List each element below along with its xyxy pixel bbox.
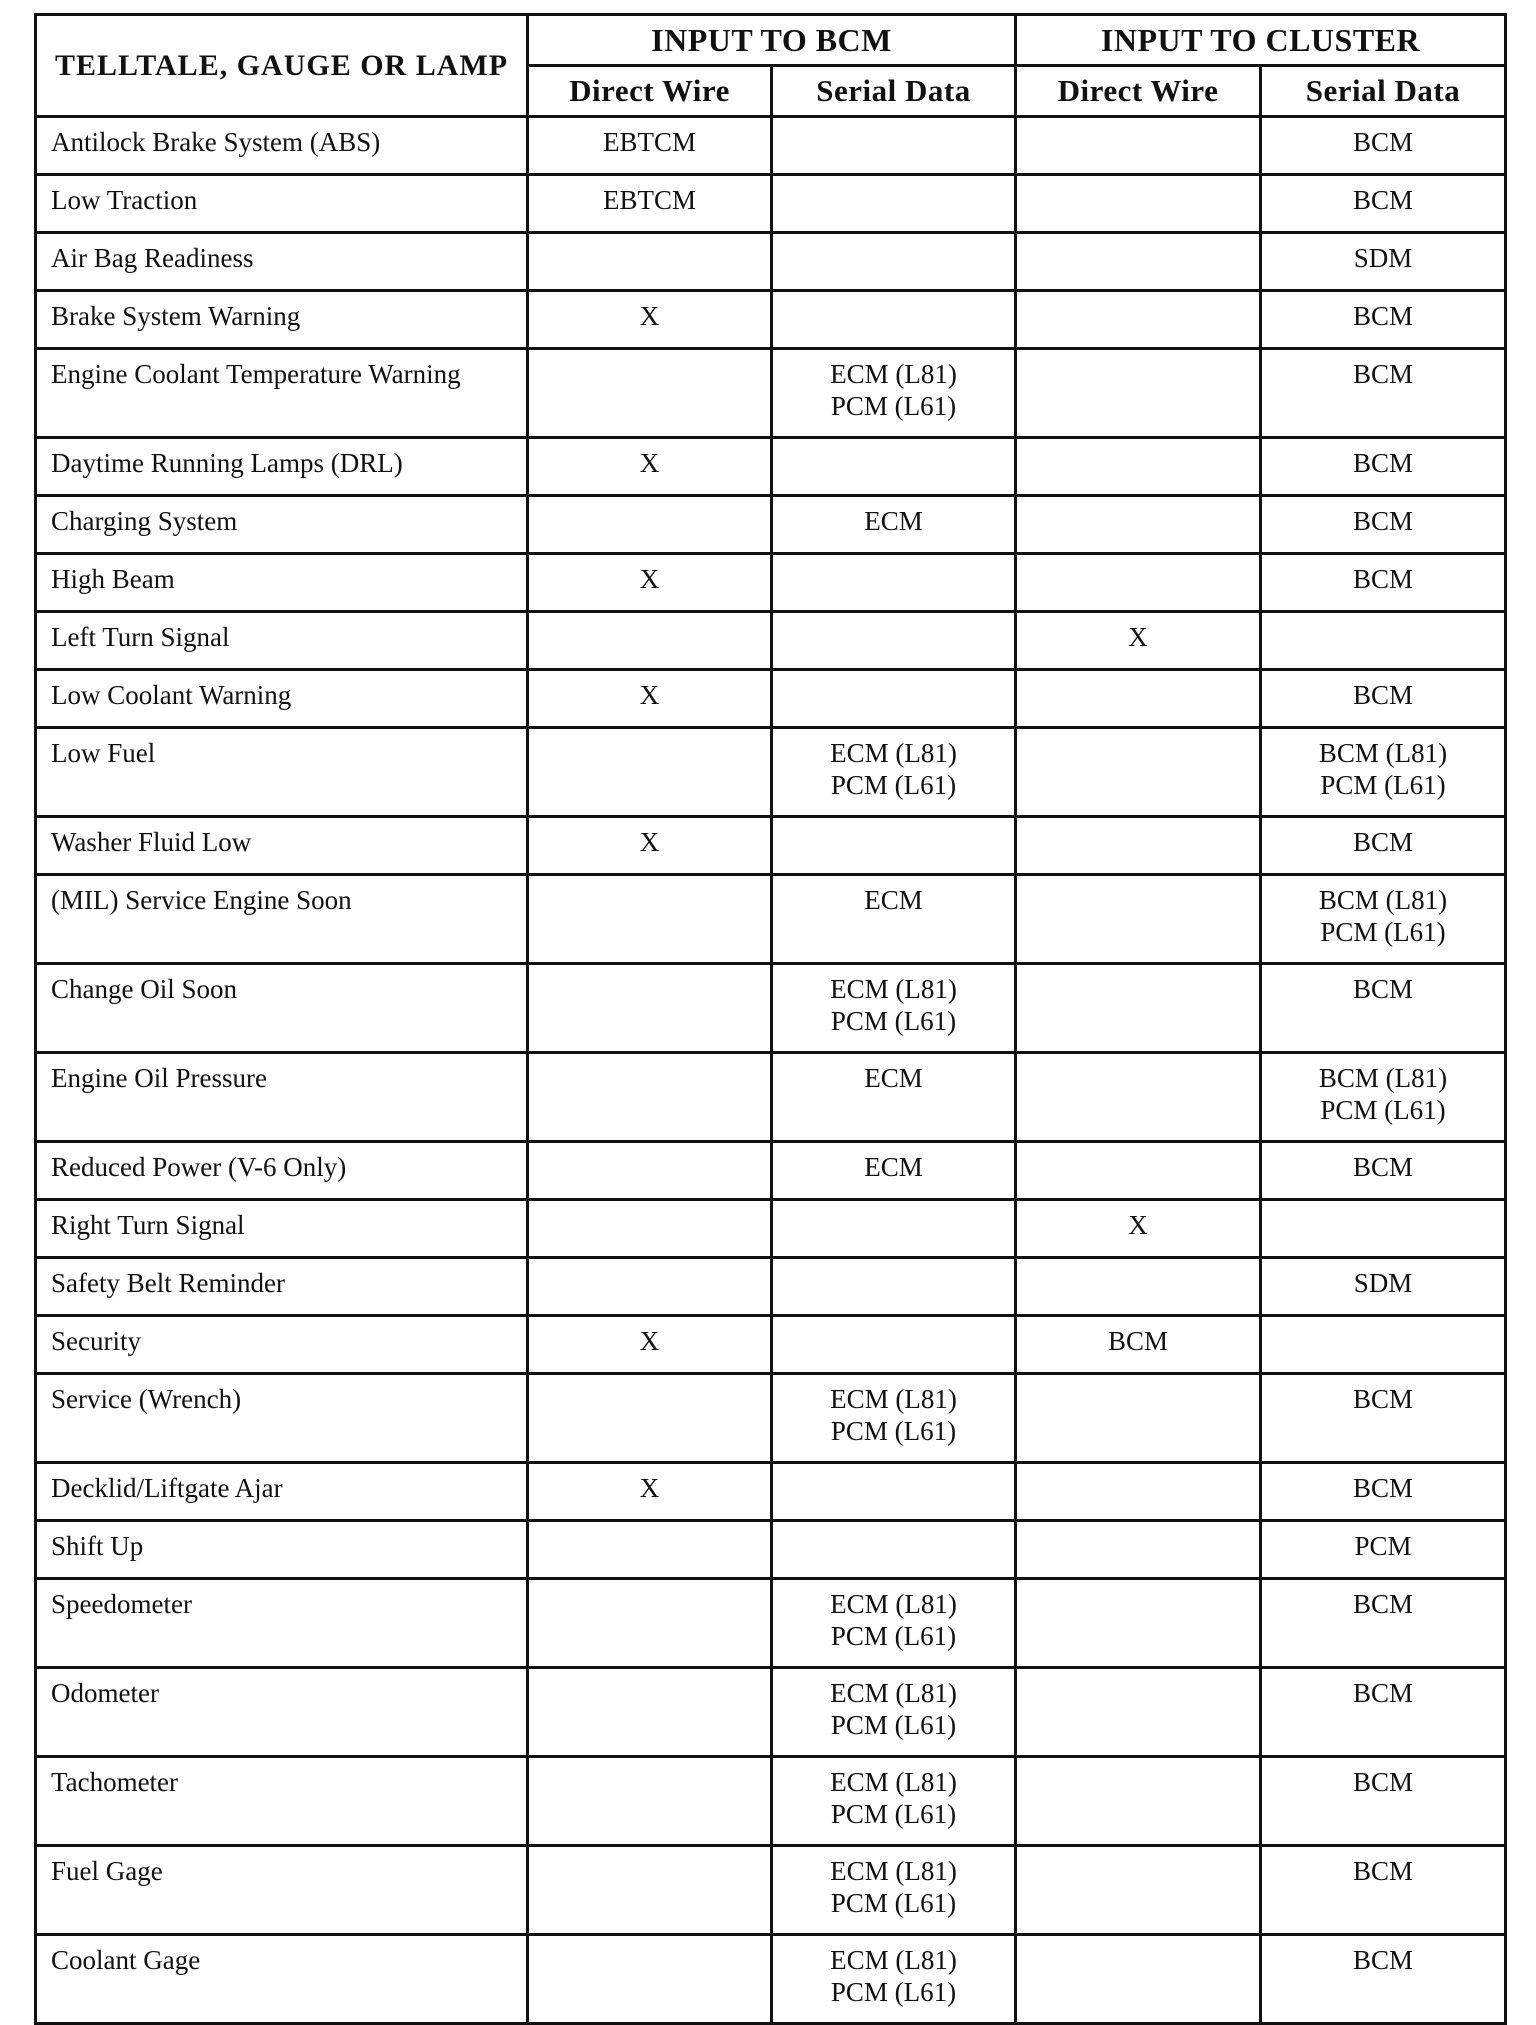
- bcm-serial-data-cell: [772, 496, 1016, 554]
- telltale-name-cell: Tachometer: [36, 1757, 528, 1846]
- cell-value: PCM (L61): [830, 1888, 957, 1918]
- table-row: [36, 612, 1506, 670]
- cluster-direct-wire-cell: [1016, 1668, 1261, 1757]
- table-row: [36, 1846, 1506, 1935]
- cluster-direct-wire-cell: [1016, 1053, 1261, 1142]
- table-row: [36, 1521, 1506, 1579]
- table-row: [36, 291, 1506, 349]
- cluster-direct-wire-cell: [1016, 1846, 1261, 1935]
- telltale-name-cell: Engine Coolant Temperature Warning: [36, 349, 528, 438]
- bcm-serial-data-cell: [772, 1258, 1016, 1316]
- cell-value: ECM: [864, 1152, 923, 1182]
- cell-value: ECM (L81): [830, 1856, 957, 1886]
- table-body: [36, 117, 1506, 2024]
- telltale-name-cell: Odometer: [36, 1668, 528, 1757]
- table-row: [36, 1668, 1506, 1757]
- cell-value: PCM (L61): [1320, 1095, 1446, 1125]
- bcm-serial-data-cell: [772, 1053, 1016, 1142]
- cluster-direct-wire-cell: [1016, 554, 1261, 612]
- bcm-direct-wire-cell: [528, 1316, 772, 1374]
- cell-value: BCM (L81): [1318, 885, 1448, 915]
- telltale-name-cell: Low Coolant Warning: [36, 670, 528, 728]
- cell-value: X: [639, 827, 660, 857]
- table-header: [36, 15, 1506, 117]
- cell-value: PCM (L61): [830, 1799, 957, 1829]
- bcm-direct-wire-cell: [528, 1846, 772, 1935]
- input-to-cluster-header: INPUT TO CLUSTER: [1016, 15, 1506, 66]
- table-row: [36, 1200, 1506, 1258]
- cell-value: PCM (L61): [830, 1710, 957, 1740]
- bcm-serial-data-cell: [772, 1463, 1016, 1521]
- table-row: [36, 964, 1506, 1053]
- cell-value: BCM: [1352, 827, 1414, 857]
- cell-value: ECM (L81): [830, 1945, 957, 1975]
- cluster-serial-data-cell: [1261, 1258, 1506, 1316]
- cluster-direct-wire-cell: [1016, 117, 1261, 175]
- bcm-serial-data-cell: [772, 1846, 1016, 1935]
- cell-value: BCM: [1352, 127, 1414, 157]
- cluster-serial-data-cell: [1261, 233, 1506, 291]
- cell-value: ECM (L81): [830, 738, 957, 768]
- cell-value: PCM (L61): [830, 1621, 957, 1651]
- table-row: [36, 1935, 1506, 2024]
- bcm-serial-data-cell: [772, 175, 1016, 233]
- telltale-name-cell: Charging System: [36, 496, 528, 554]
- bcm-serial-data-header: Serial Data: [772, 66, 1016, 117]
- bcm-serial-data-cell: [772, 1757, 1016, 1846]
- header-row-groups: [36, 15, 1506, 66]
- cluster-direct-wire-cell: [1016, 1374, 1261, 1463]
- cell-value: X: [639, 1473, 660, 1503]
- telltale-column-header: TELLTALE, GAUGE OR LAMP: [36, 15, 528, 117]
- bcm-serial-data-cell: [772, 1200, 1016, 1258]
- cluster-serial-data-cell: [1261, 728, 1506, 817]
- cell-value: SDM: [1353, 243, 1413, 273]
- telltale-name-cell: Low Fuel: [36, 728, 528, 817]
- bcm-direct-wire-cell: [528, 1757, 772, 1846]
- bcm-serial-data-cell: [772, 554, 1016, 612]
- cell-value: BCM: [1352, 1767, 1414, 1797]
- cluster-direct-wire-cell: [1016, 1521, 1261, 1579]
- telltale-name-cell: Safety Belt Reminder: [36, 1258, 528, 1316]
- telltale-name-cell: Low Traction: [36, 175, 528, 233]
- cell-value: ECM (L81): [830, 1589, 957, 1619]
- cluster-serial-data-cell: [1261, 670, 1506, 728]
- cluster-serial-data-cell: [1261, 496, 1506, 554]
- cell-value: X: [639, 680, 660, 710]
- cell-value: PCM: [1354, 1531, 1412, 1561]
- table-row: [36, 438, 1506, 496]
- cell-value: ECM (L81): [830, 974, 957, 1004]
- bcm-direct-wire-cell: [528, 554, 772, 612]
- table-row: [36, 554, 1506, 612]
- cell-value: SDM: [1353, 1268, 1413, 1298]
- telltale-name-cell: Change Oil Soon: [36, 964, 528, 1053]
- telltale-name-cell: Engine Oil Pressure: [36, 1053, 528, 1142]
- cluster-serial-data-cell: [1261, 1521, 1506, 1579]
- bcm-direct-wire-cell: [528, 438, 772, 496]
- cell-value: BCM: [1352, 1589, 1414, 1619]
- cluster-serial-data-cell: [1261, 349, 1506, 438]
- bcm-direct-wire-cell: [528, 817, 772, 875]
- cell-value: BCM: [1352, 1152, 1414, 1182]
- table-row: [36, 1463, 1506, 1521]
- cell-value: BCM: [1352, 1678, 1414, 1708]
- cluster-direct-wire-cell: [1016, 1316, 1261, 1374]
- cluster-direct-wire-cell: [1016, 1142, 1261, 1200]
- cluster-serial-data-cell: [1261, 1463, 1506, 1521]
- cell-value: BCM: [1352, 1473, 1414, 1503]
- telltale-name-cell: Reduced Power (V-6 Only): [36, 1142, 528, 1200]
- bcm-direct-wire-cell: [528, 1521, 772, 1579]
- cluster-serial-data-cell: [1261, 612, 1506, 670]
- cluster-direct-wire-cell: [1016, 612, 1261, 670]
- cluster-serial-data-cell: [1261, 964, 1506, 1053]
- table-row: [36, 1258, 1506, 1316]
- bcm-serial-data-cell: [772, 1142, 1016, 1200]
- bcm-serial-data-cell: [772, 612, 1016, 670]
- bcm-serial-data-cell: [772, 1935, 1016, 2024]
- cluster-direct-wire-cell: [1016, 1757, 1261, 1846]
- bcm-direct-wire-cell: [528, 670, 772, 728]
- bcm-direct-wire-header: Direct Wire: [528, 66, 772, 117]
- bcm-direct-wire-cell: [528, 117, 772, 175]
- cell-value: BCM: [1352, 506, 1414, 536]
- table-row: [36, 1053, 1506, 1142]
- cluster-direct-wire-cell: [1016, 670, 1261, 728]
- cluster-direct-wire-cell: [1016, 875, 1261, 964]
- cell-value: ECM: [864, 1063, 923, 1093]
- bcm-serial-data-cell: [772, 1579, 1016, 1668]
- cell-value: ECM: [864, 885, 923, 915]
- table-row: [36, 1757, 1506, 1846]
- bcm-direct-wire-cell: [528, 175, 772, 233]
- telltale-name-cell: Security: [36, 1316, 528, 1374]
- cluster-direct-wire-cell: [1016, 349, 1261, 438]
- cluster-direct-wire-header: Direct Wire: [1016, 66, 1261, 117]
- telltale-name-cell: Antilock Brake System (ABS): [36, 117, 528, 175]
- cell-value: BCM: [1352, 1384, 1414, 1414]
- cluster-serial-data-cell: [1261, 1053, 1506, 1142]
- bcm-direct-wire-cell: [528, 1200, 772, 1258]
- cluster-serial-data-cell: [1261, 1316, 1506, 1374]
- telltale-input-table: [34, 13, 1507, 2025]
- cluster-direct-wire-cell: [1016, 291, 1261, 349]
- bcm-direct-wire-cell: [528, 496, 772, 554]
- cell-value: X: [1128, 622, 1148, 652]
- bcm-serial-data-cell: [772, 817, 1016, 875]
- cluster-serial-data-cell: [1261, 175, 1506, 233]
- cell-value: BCM (L81): [1318, 1063, 1448, 1093]
- telltale-name-cell: Service (Wrench): [36, 1374, 528, 1463]
- table-row: [36, 728, 1506, 817]
- cluster-serial-data-cell: [1261, 554, 1506, 612]
- cell-value: BCM: [1352, 301, 1414, 331]
- bcm-serial-data-cell: [772, 349, 1016, 438]
- table-row: [36, 670, 1506, 728]
- cluster-serial-data-cell: [1261, 1579, 1506, 1668]
- bcm-direct-wire-cell: [528, 964, 772, 1053]
- telltale-name-cell: Daytime Running Lamps (DRL): [36, 438, 528, 496]
- cluster-direct-wire-cell: [1016, 964, 1261, 1053]
- cell-value: BCM: [1352, 1856, 1414, 1886]
- telltale-name-cell: (MIL) Service Engine Soon: [36, 875, 528, 964]
- cell-value: BCM (L81): [1318, 738, 1448, 768]
- cell-value: X: [639, 448, 660, 478]
- table-row: [36, 1316, 1506, 1374]
- cluster-serial-data-cell: [1261, 117, 1506, 175]
- telltale-name-cell: Right Turn Signal: [36, 1200, 528, 1258]
- cluster-direct-wire-cell: [1016, 496, 1261, 554]
- cluster-serial-data-cell: [1261, 875, 1506, 964]
- bcm-direct-wire-cell: [528, 291, 772, 349]
- bcm-direct-wire-cell: [528, 875, 772, 964]
- bcm-direct-wire-cell: [528, 1463, 772, 1521]
- cell-value: EBTCM: [602, 127, 696, 157]
- cluster-serial-data-header: Serial Data: [1261, 66, 1506, 117]
- table-row: [36, 233, 1506, 291]
- bcm-serial-data-cell: [772, 1316, 1016, 1374]
- cluster-serial-data-cell: [1261, 1935, 1506, 2024]
- bcm-serial-data-cell: [772, 291, 1016, 349]
- cell-value: X: [639, 564, 660, 594]
- telltale-name-cell: Speedometer: [36, 1579, 528, 1668]
- cell-value: PCM (L61): [830, 1006, 957, 1036]
- cluster-direct-wire-cell: [1016, 728, 1261, 817]
- bcm-direct-wire-cell: [528, 1668, 772, 1757]
- cluster-direct-wire-cell: [1016, 1463, 1261, 1521]
- bcm-direct-wire-cell: [528, 612, 772, 670]
- table-row: [36, 875, 1506, 964]
- telltale-name-cell: Fuel Gage: [36, 1846, 528, 1935]
- telltale-name-cell: Brake System Warning: [36, 291, 528, 349]
- cluster-serial-data-cell: [1261, 1374, 1506, 1463]
- cluster-direct-wire-cell: [1016, 233, 1261, 291]
- cell-value: X: [639, 301, 660, 331]
- cluster-serial-data-cell: [1261, 817, 1506, 875]
- cluster-serial-data-cell: [1261, 1757, 1506, 1846]
- cell-value: BCM: [1352, 680, 1414, 710]
- cluster-serial-data-cell: [1261, 438, 1506, 496]
- cell-value: X: [1128, 1210, 1148, 1240]
- cluster-direct-wire-cell: [1016, 1200, 1261, 1258]
- bcm-serial-data-cell: [772, 728, 1016, 817]
- cell-value: ECM (L81): [830, 1384, 957, 1414]
- cell-value: BCM: [1352, 448, 1414, 478]
- bcm-serial-data-cell: [772, 875, 1016, 964]
- table-row: [36, 1374, 1506, 1463]
- telltale-name-cell: Shift Up: [36, 1521, 528, 1579]
- cell-value: ECM (L81): [830, 1767, 957, 1797]
- cluster-direct-wire-cell: [1016, 817, 1261, 875]
- bcm-serial-data-cell: [772, 670, 1016, 728]
- cluster-serial-data-cell: [1261, 1846, 1506, 1935]
- telltale-name-cell: Decklid/Liftgate Ajar: [36, 1463, 528, 1521]
- bcm-direct-wire-cell: [528, 1142, 772, 1200]
- table-row: [36, 175, 1506, 233]
- bcm-serial-data-cell: [772, 233, 1016, 291]
- table-row: [36, 496, 1506, 554]
- bcm-direct-wire-cell: [528, 1258, 772, 1316]
- cell-value: EBTCM: [602, 185, 696, 215]
- telltale-name-cell: Washer Fluid Low: [36, 817, 528, 875]
- cell-value: ECM: [864, 506, 923, 536]
- cell-value: PCM (L61): [1320, 770, 1446, 800]
- cluster-direct-wire-cell: [1016, 1258, 1261, 1316]
- input-to-bcm-header: INPUT TO BCM: [528, 15, 1016, 66]
- telltale-name-cell: Coolant Gage: [36, 1935, 528, 2024]
- cell-value: PCM (L61): [830, 770, 957, 800]
- bcm-direct-wire-cell: [528, 1053, 772, 1142]
- telltale-name-cell: Left Turn Signal: [36, 612, 528, 670]
- cell-value: ECM (L81): [830, 1678, 957, 1708]
- bcm-serial-data-cell: [772, 964, 1016, 1053]
- table-row: [36, 349, 1506, 438]
- bcm-direct-wire-cell: [528, 233, 772, 291]
- cell-value: ECM (L81): [830, 359, 957, 389]
- cluster-serial-data-cell: [1261, 1668, 1506, 1757]
- cluster-direct-wire-cell: [1016, 175, 1261, 233]
- cell-value: PCM (L61): [1320, 917, 1446, 947]
- bcm-serial-data-cell: [772, 1374, 1016, 1463]
- cluster-direct-wire-cell: [1016, 1579, 1261, 1668]
- cell-value: BCM: [1352, 1945, 1414, 1975]
- table-row: [36, 817, 1506, 875]
- bcm-serial-data-cell: [772, 438, 1016, 496]
- cell-value: BCM: [1107, 1326, 1169, 1356]
- table-row: [36, 1579, 1506, 1668]
- cluster-direct-wire-cell: [1016, 438, 1261, 496]
- bcm-direct-wire-cell: [528, 1935, 772, 2024]
- bcm-serial-data-cell: [772, 1668, 1016, 1757]
- cluster-serial-data-cell: [1261, 1200, 1506, 1258]
- table-row: [36, 117, 1506, 175]
- telltale-name-cell: High Beam: [36, 554, 528, 612]
- bcm-serial-data-cell: [772, 117, 1016, 175]
- cell-value: BCM: [1352, 974, 1414, 1004]
- cell-value: PCM (L61): [830, 391, 957, 421]
- cluster-serial-data-cell: [1261, 291, 1506, 349]
- cell-value: X: [639, 1326, 660, 1356]
- telltale-name-cell: Air Bag Readiness: [36, 233, 528, 291]
- cell-value: PCM (L61): [830, 1416, 957, 1446]
- cluster-direct-wire-cell: [1016, 1935, 1261, 2024]
- bcm-direct-wire-cell: [528, 1374, 772, 1463]
- bcm-direct-wire-cell: [528, 1579, 772, 1668]
- cell-value: BCM: [1352, 359, 1414, 389]
- cluster-serial-data-cell: [1261, 1142, 1506, 1200]
- cell-value: PCM (L61): [830, 1977, 957, 2007]
- bcm-serial-data-cell: [772, 1521, 1016, 1579]
- table-row: [36, 1142, 1506, 1200]
- bcm-direct-wire-cell: [528, 349, 772, 438]
- cell-value: BCM: [1352, 185, 1414, 215]
- bcm-direct-wire-cell: [528, 728, 772, 817]
- cell-value: BCM: [1352, 564, 1414, 594]
